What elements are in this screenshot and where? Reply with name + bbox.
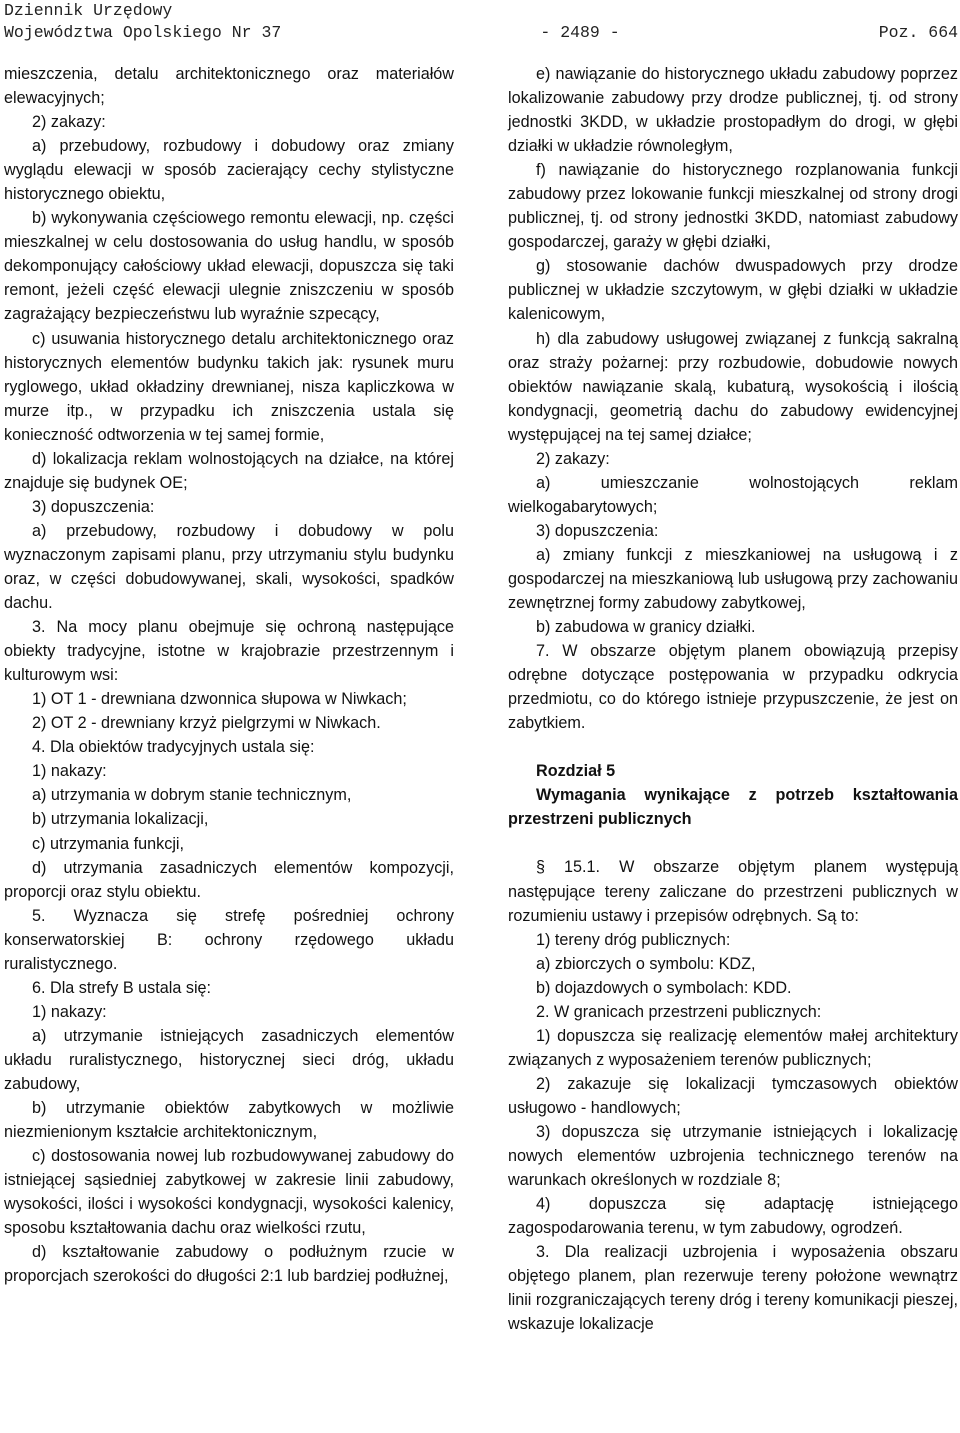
- paragraph: 3) dopuszczenia:: [536, 521, 659, 540]
- paragraph: 2. W granicach przestrzeni publicznych:: [536, 1002, 822, 1021]
- paragraph: b) wykonywania częściowego remontu elewacji, np. części mieszkalnej w celu dostosowania do usług handlu, w sposób dekomponujący całościowy układ elewacji, dopuszcza się taki remont, jeżeli część elewacji ulegnie zniszczeniu w sposób zagrażający bezpieczeństwu lub wyraźnie szpecący,: [4, 209, 454, 324]
- page-header: [4, 0, 958, 44]
- paragraph: 2) zakazuje się lokalizacji tymczasowych obiektów usługowo - handlowych;: [508, 1074, 958, 1117]
- paragraph: 4) dopuszcza się adaptację istniejącego zagospodarowania terenu, w tym zabudowy, ogrodzeń.: [508, 1195, 958, 1238]
- paragraph: f) nawiązanie do historycznego rozplanowania funkcji zabudowy przez lokowanie funkcji mieszkalnej od strony drogi publicznej, tj. od strony jednostki 3KDD, natomiast zabudowy gospodarczej, garaży w głębi działki,: [508, 161, 958, 252]
- paragraph: 1) dopuszcza się realizację elementów małej architektury związanych z wyposażeniem terenów publicznych;: [508, 1026, 958, 1069]
- paragraph: 1) nakazy:: [32, 1002, 107, 1021]
- paragraph: 2) zakazy:: [32, 113, 106, 132]
- paragraph: c) utrzymania funkcji,: [32, 834, 185, 853]
- header-line-2: [4, 22, 958, 44]
- paragraph: 4. Dla obiektów tradycyjnych ustala się:: [32, 738, 315, 757]
- paragraph: d) lokalizacja reklam wolnostojących na działce, na której znajduje się budynek OE;: [4, 449, 454, 492]
- paragraph: e) nawiązanie do historycznego układu zabudowy poprzez lokalizowanie zabudowy przy drodze publicznej, tj. od strony jednostki 3KDD, w układzie prostopadłym do drogi, w głębi działki w układzie równoległym,: [508, 65, 958, 156]
- paragraph: 6. Dla strefy B ustala się:: [32, 978, 212, 997]
- paragraph: 3) dopuszcza się utrzymanie istniejących i lokalizację nowych elementów uzbrojenia technicznego terenów na warunkach określonych w rozdziale 8;: [508, 1122, 958, 1190]
- paragraph: g) stosowanie dachów dwuspadowych przy drodze publicznej w układzie szczytowym, w głębi działki w układzie kalenicowym,: [508, 257, 958, 324]
- paragraph: b) zabudowa w granicy działki.: [536, 618, 756, 637]
- paragraph: 3. Dla realizacji uzbrojenia i wyposażenia obszaru objętego planem, plan rezerwuje tereny położone wewnątrz linii rozgraniczających tereny dróg i tereny komunikacji pieszej, wskazuje lokalizacje: [508, 1243, 958, 1334]
- paragraph: a) przebudowy, rozbudowy i dobudowy w polu wyznaczonym zapisami planu, przy utrzymaniu stylu budynku oraz, w części dobudowywanej, skali, wysokości, spadków dachu.: [4, 521, 454, 613]
- paragraph: § 15.1. W obszarze objętym planem występują następujące tereny zaliczane do przestrzeni publicznych w rozumieniu ustawy i przepisów odrębnych. Są to:: [508, 858, 958, 925]
- paragraph: 7. W obszarze objętym planem obowiązują przepisy odrębne dotyczące postępowania w przypadku odkrycia przedmiotu, co do którego istnieje przypuszczenie, że jest on zabytkiem.: [508, 642, 958, 733]
- chapter-number: Rozdział 5: [536, 762, 616, 781]
- paragraph: c) dostosowania nowej lub rozbudowywanej zabudowy do istniejącej sąsiedniej zabytkowej w zakresie linii zabudowy, wysokości, ilości i wysokości kondygnacji, wysokości kalenicy, sposobu kształtowania dachu oraz wielkości rzutu,: [4, 1147, 454, 1238]
- chapter-title: Wymagania wynikające z potrzeb kształtowania przestrzeni publicznych: [508, 786, 958, 829]
- paragraph: a) zmiany funkcji z mieszkaniowej na usługową i z gospodarczej na mieszkaniową lub usługową przy zachowaniu zewnętrznej formy zabudowy zabytkowej,: [508, 545, 958, 613]
- paragraph: 2) zakazy:: [536, 449, 610, 468]
- paragraph: b) utrzymania lokalizacji,: [32, 810, 209, 829]
- paragraph: a) umieszczanie wolnostojących reklam wielkogabarytowych;: [508, 473, 958, 516]
- paragraph: c) usuwania historycznego detalu architektonicznego oraz historycznych elementów budynku takich jak: rysunek muru ryglowego, układ okładziny drewnianej, nisza kapliczkowa w murze itp., w przypadku ich zniszczenia ustala się konieczność odtworzenia w tej samej formie,: [4, 329, 454, 444]
- paragraph: a) zbiorczych o symbolu: KDZ,: [536, 954, 756, 973]
- paragraph: b) utrzymanie obiektów zabytkowych w możliwie niezmienionym kształcie architektonicznym,: [4, 1099, 454, 1142]
- paragraph: 3. Na mocy planu obejmuje się ochroną następujące obiekty tradycyjne, istotne w krajobrazie przestrzennym i kulturowym wsi:: [4, 618, 454, 685]
- journal-title: Dziennik Urzędowy: [4, 1, 173, 20]
- header-line-1: [4, 0, 958, 22]
- paragraph: 2) OT 2 - drewniany krzyż pielgrzymi w Niwkach.: [32, 714, 381, 733]
- paragraph: a) utrzymanie istniejących zasadniczych elementów układu ruralistycznego, historycznej sieci dróg, układu zabudowy,: [4, 1026, 454, 1093]
- right-column: [508, 62, 958, 1336]
- journal-issue: Województwa Opolskiego Nr 37: [4, 23, 282, 42]
- paragraph: mieszczenia, detalu architektonicznego oraz materiałów elewacyjnych;: [4, 65, 454, 108]
- paragraph: 5. Wyznacza się strefę pośredniej ochrony konserwatorskiej B: ochrony rzędowego układu ruralistycznego.: [4, 906, 454, 973]
- left-column: [4, 62, 454, 1288]
- page-number: - 2489 -: [540, 23, 620, 42]
- paragraph: b) dojazdowych o symbolach: KDD.: [536, 978, 792, 997]
- paragraph: 1) nakazy:: [32, 762, 107, 781]
- paragraph: a) przebudowy, rozbudowy i dobudowy oraz zmiany wyglądu elewacji w sposób zacierający cechy stylistyczne historycznego obiektu,: [4, 137, 454, 204]
- paragraph: h) dla zabudowy usługowej związanej z funkcją sakralną oraz straży pożarnej: przy rozbudowie, dobudowie nowych obiektów nawiązanie skalą, kubaturą, wysokością i ilością kondygnacji, geometrią dachu do zabudowy ewidencyjnej występującej na tej samej działce;: [508, 329, 958, 444]
- paragraph: 1) tereny dróg publicznych:: [536, 930, 731, 949]
- paragraph: d) kształtowanie zabudowy o podłużnym rzucie w proporcjach szerokości do długości 2:1 lub bardziej podłużnej,: [4, 1243, 454, 1286]
- paragraph: 3) dopuszczenia:: [32, 497, 155, 516]
- position-number: Poz. 664: [878, 23, 958, 42]
- paragraph: d) utrzymania zasadniczych elementów kompozycji, proporcji oraz stylu obiektu.: [4, 858, 454, 901]
- paragraph: 1) OT 1 - drewniana dzwonnica słupowa w Niwkach;: [32, 690, 407, 709]
- paragraph: a) utrzymania w dobrym stanie technicznym,: [32, 786, 352, 805]
